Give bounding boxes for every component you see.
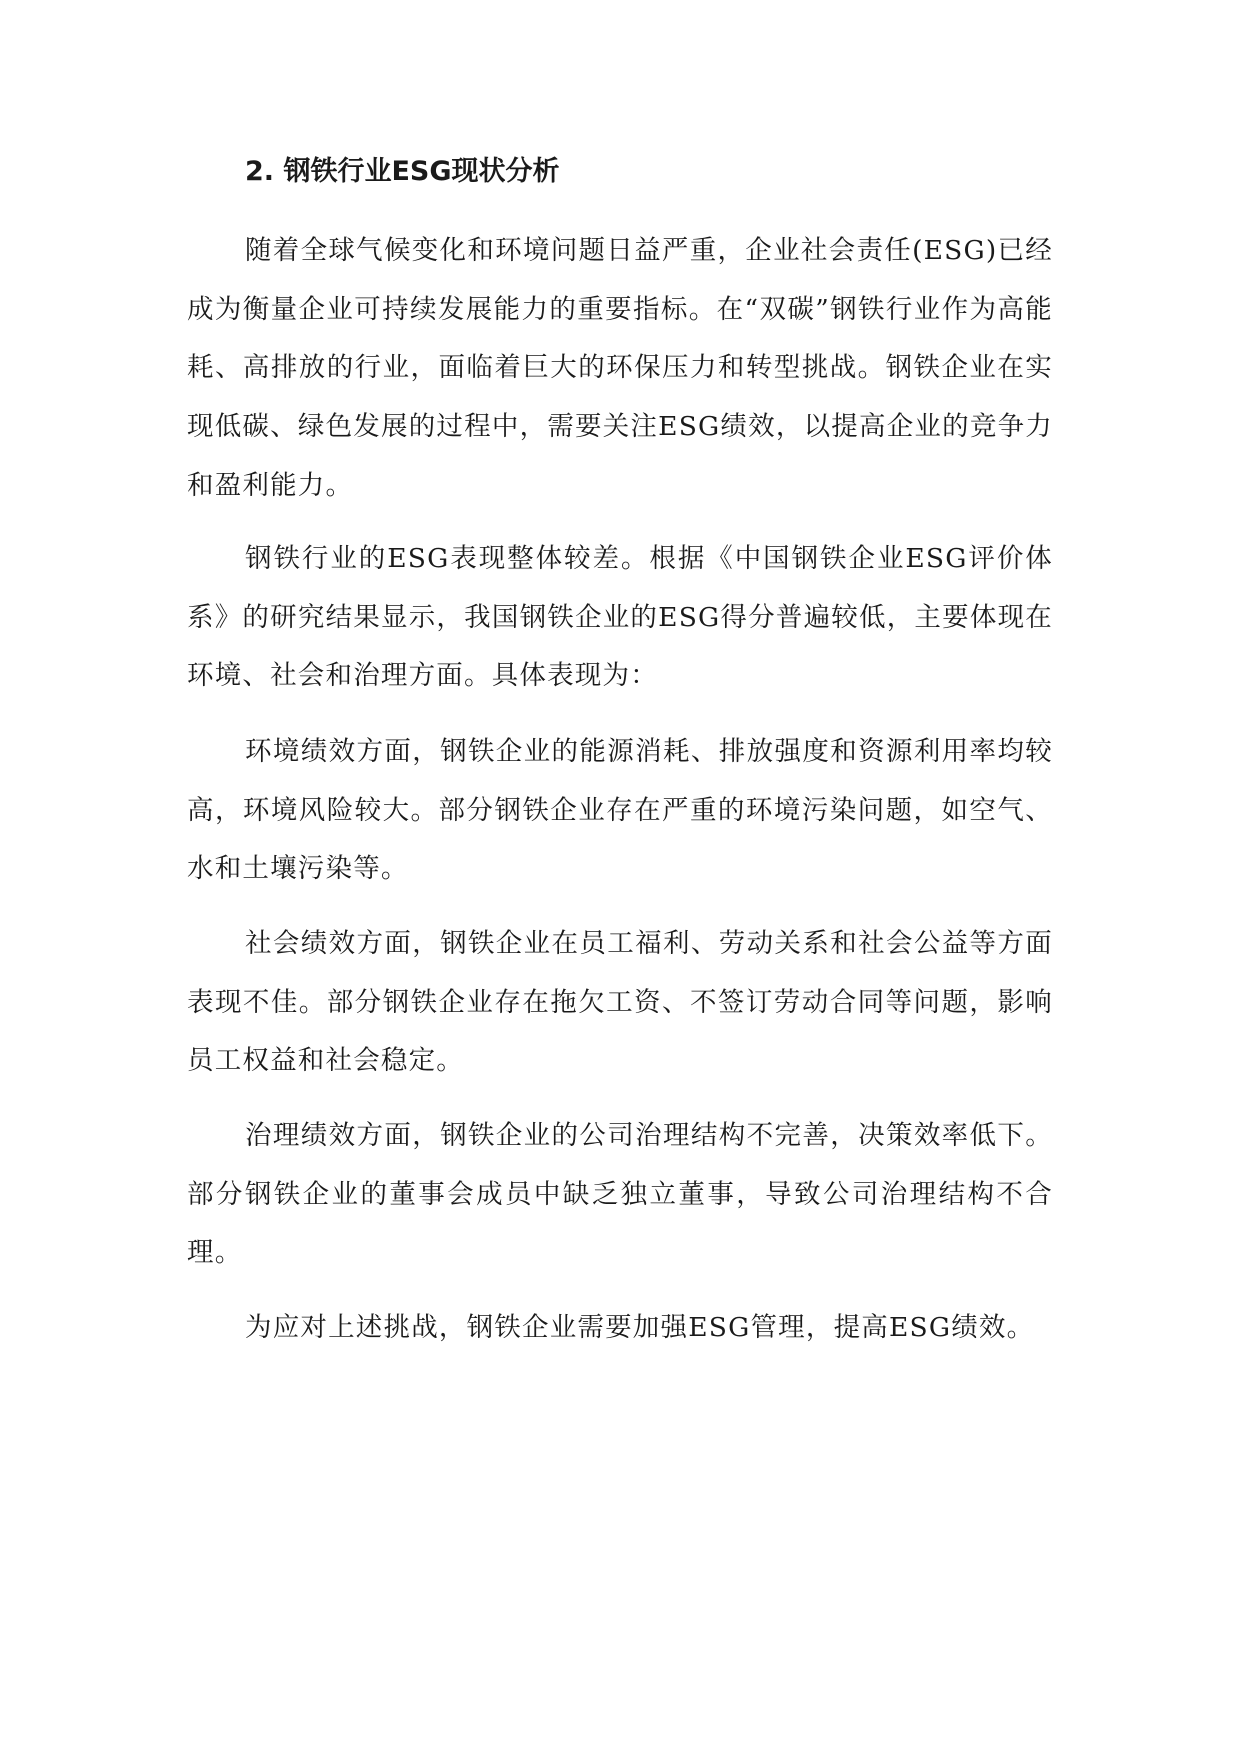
paragraph-social: 社会绩效方面，钢铁企业在员工福利、劳动关系和社会公益等方面表现不佳。部分钢铁企业存在拖欠工资、不签订劳动合同等问题，影响员工权益和社会稳定。	[187, 928, 1053, 1077]
paragraph-intro: 随着全球气候变化和环境问题日益严重，企业社会责任(ESG)已经成为衡量企业可持续发展能力的重要指标。在“双碳”钢铁行业作为高能耗、高排放的行业，面临着巨大的环保压力和转型挑战。钢铁企业在实现低碳、绿色发展的过程中，需要关注ESG绩效，以提高企业的竞争力和盈利能力。	[187, 235, 1053, 501]
document-body	[187, 144, 1053, 1358]
paragraph-governance: 治理绩效方面，钢铁企业的公司治理结构不完善，决策效率低下。部分钢铁企业的董事会成员中缺乏独立董事，导致公司治理结构不合理。	[187, 1120, 1053, 1269]
paragraph-conclusion: 为应对上述挑战，钢铁企业需要加强ESG管理，提高ESG绩效。	[245, 1312, 1035, 1343]
paragraph-esg-overview: 钢铁行业的ESG表现整体较差。根据《中国钢铁企业ESG评价体系》的研究结果显示，我国钢铁企业的ESG得分普遍较低，主要体现在环境、社会和治理方面。具体表现为：	[187, 543, 1053, 692]
section-heading: 2. 钢铁行业ESG现状分析	[245, 156, 560, 187]
paragraph-environment: 环境绩效方面，钢铁企业的能源消耗、排放强度和资源利用率均较高，环境风险较大。部分钢铁企业存在严重的环境污染问题，如空气、水和土壤污染等。	[187, 736, 1053, 885]
